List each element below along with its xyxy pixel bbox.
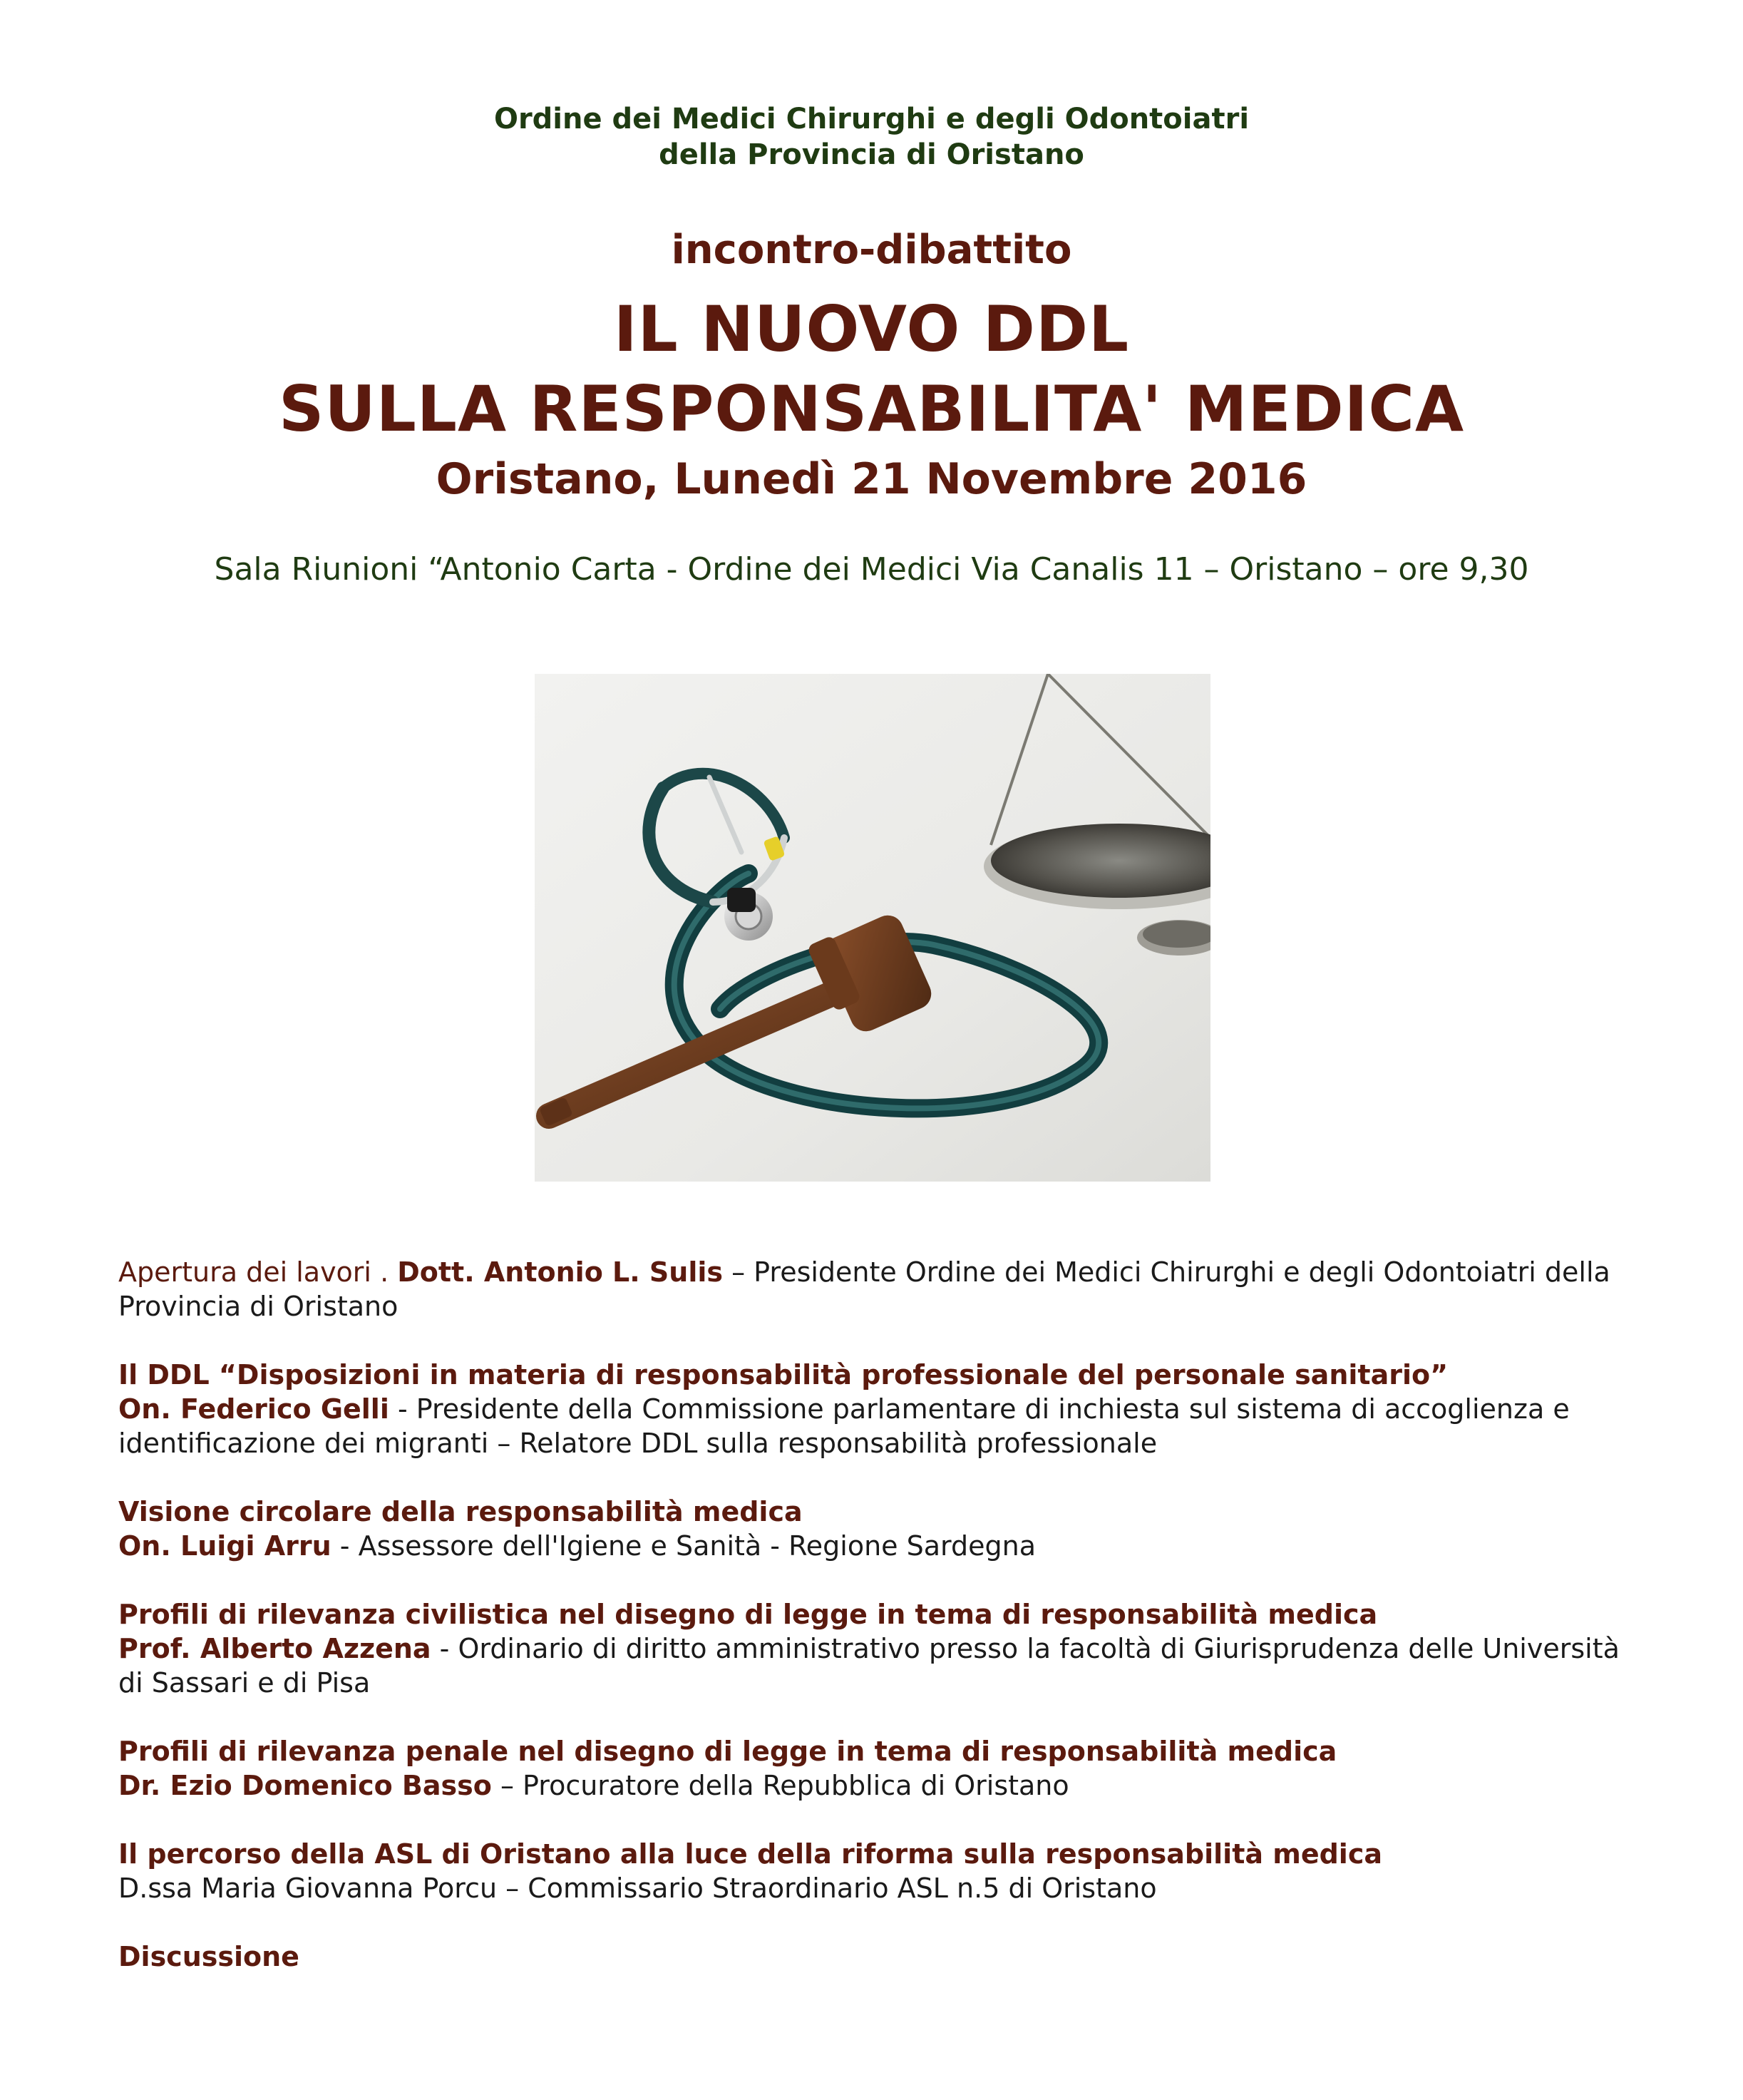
program-talk [118,1837,1637,1905]
talk-description: - Ordinario di diritto amministrativo presso la facoltà di Giurisprudenza delle Università di Sassari e di Pisa [118,1633,1620,1699]
talk-description: D.ssa Maria Giovanna Porcu – Commissario Straordinario ASL n.5 di Oristano [118,1873,1157,1904]
event-venue: Sala Riunioni “Antonio Carta - Ordine dei Medici Via Canalis 11 – Oristano – ore 9,30 [214,551,1529,588]
talk-heading: Visione circolare della responsabilità medica [118,1496,803,1527]
organization-line-2: della Provincia di Oristano [659,138,1084,171]
talk-description: - Presidente della Commissione parlamentare di inchiesta sul sistema di accoglienza e identificazione dei migranti – Relatore DDL sulla responsabilità professionale [118,1393,1570,1459]
opening-prefix: Apertura dei lavori . [118,1256,398,1288]
event-date: Oristano, Lunedì 21 Novembre 2016 [436,454,1307,504]
program-talk [118,1495,1637,1563]
talk-speaker: Prof. Alberto Azzena [118,1633,431,1664]
program-talk [118,1358,1637,1460]
closing-heading: Discussione [118,1941,299,1972]
stethoscope-gavel-photo [535,674,1210,1182]
program-closing [118,1940,1637,1974]
talk-speaker: On. Federico Gelli [118,1393,389,1425]
program-opening [118,1255,1637,1323]
talk-speaker: Dr. Ezio Domenico Basso [118,1770,492,1801]
talk-heading: Il DDL “Disposizioni in materia di responsabilità professionale del personale sanitario” [118,1359,1449,1390]
event-type: incontro-dibattito [671,227,1072,273]
opening-description: – Presidente Ordine dei Medici Chirurghi e degli Odontoiatri della Provincia di Oristano [118,1256,1610,1322]
organization-line-1: Ordine dei Medici Chirurghi e degli Odontoiatri [493,103,1250,135]
talk-description: – Procuratore della Repubblica di Oristano [491,1770,1069,1801]
talk-heading: Il percorso della ASL di Oristano alla luce della riforma sulla responsabilità medica [118,1838,1382,1870]
event-title-line-2: SULLA RESPONSABILITA' MEDICA [278,372,1465,446]
talk-description: - Assessore dell'Igiene e Sanità - Regione Sardegna [331,1530,1036,1562]
talk-heading: Profili di rilevanza civilistica nel disegno di legge in tema di responsabilità medica [118,1599,1378,1630]
program-talk [118,1597,1637,1700]
talk-speaker: On. Luigi Arru [118,1530,331,1562]
talk-heading: Profili di rilevanza penale nel disegno di legge in tema di responsabilità medica [118,1736,1337,1767]
organization-header [0,101,1743,173]
opening-speaker: Dott. Antonio L. Sulis [397,1256,723,1288]
program [118,1255,1637,2008]
program-talk [118,1734,1637,1803]
event-title-line-1: IL NUOVO DDL [613,292,1130,366]
